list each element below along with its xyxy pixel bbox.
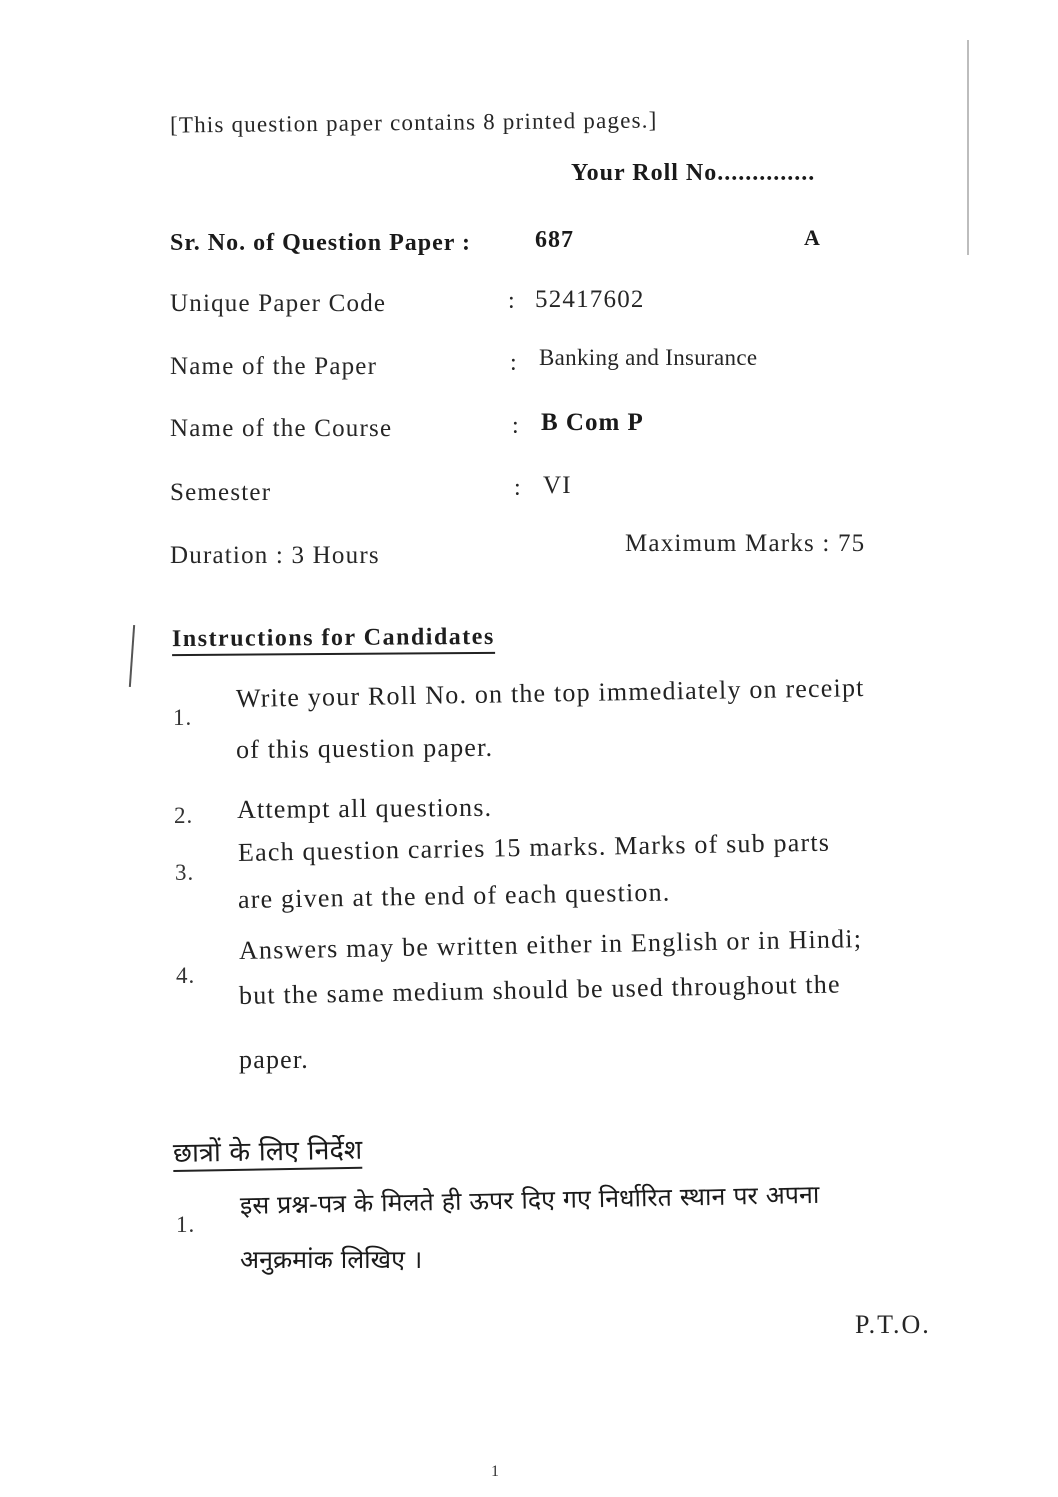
course-label: Name of the Course (170, 415, 393, 442)
instruction-number: 3. (175, 860, 195, 885)
max-marks: Maximum Marks : 75 (625, 530, 866, 557)
semester-label: Semester (170, 479, 272, 506)
colon: : (508, 288, 515, 314)
pages-note: [This question paper contains 8 printed pages.] (169, 107, 658, 138)
instruction-line: Write your Roll No. on the top immediately on receipt (235, 673, 865, 713)
hindi-instruction-number: 1. (176, 1212, 196, 1237)
unique-code-label: Unique Paper Code (170, 290, 387, 317)
instruction-line: of this question paper. (235, 732, 494, 764)
semester-value: VI (543, 472, 572, 499)
paper-name-value: Banking and Insurance (539, 345, 758, 370)
scan-margin-mark (129, 625, 135, 687)
course-value: B Com P (541, 409, 644, 436)
set-code: A (804, 225, 821, 250)
instruction-number: 2. (174, 803, 194, 828)
colon: : (512, 413, 519, 439)
instruction-line: but the same medium should be used throughout the (238, 969, 842, 1010)
instruction-line: paper. (239, 1045, 310, 1074)
colon: : (514, 475, 521, 501)
scan-edge-line (967, 40, 969, 255)
instructions-title: Instructions for Candidates (172, 624, 495, 656)
page-number: 1 (491, 1463, 499, 1480)
instruction-number: 1. (173, 705, 193, 730)
instruction-line: Answers may be written either in English or in Hindi; (238, 924, 863, 965)
instruction-line: Attempt all questions. (236, 792, 493, 824)
sr-no-value: 687 (535, 227, 574, 253)
duration: Duration : 3 Hours (170, 542, 380, 569)
roll-number-field: Your Roll No.............. (571, 160, 816, 186)
instruction-line: Each question carries 15 marks. Marks of sub parts (237, 827, 831, 867)
paper-name-label: Name of the Paper (170, 353, 378, 380)
colon: : (510, 350, 517, 376)
instruction-line: are given at the end of each question. (237, 877, 671, 914)
pto-marker: P.T.O. (855, 1310, 931, 1339)
hindi-instructions-title: छात्रों के लिए निर्देश (173, 1130, 363, 1172)
sr-no-label: Sr. No. of Question Paper : (170, 230, 472, 256)
instruction-number: 4. (176, 963, 196, 988)
hindi-instruction-line: अनुक्रमांक लिखिए । (240, 1245, 423, 1274)
unique-code-value: 52417602 (535, 286, 645, 313)
hindi-instruction-line: इस प्रश्न-पत्र के मिलते ही ऊपर दिए गए निर्धारित स्थान पर अपना (239, 1179, 820, 1220)
